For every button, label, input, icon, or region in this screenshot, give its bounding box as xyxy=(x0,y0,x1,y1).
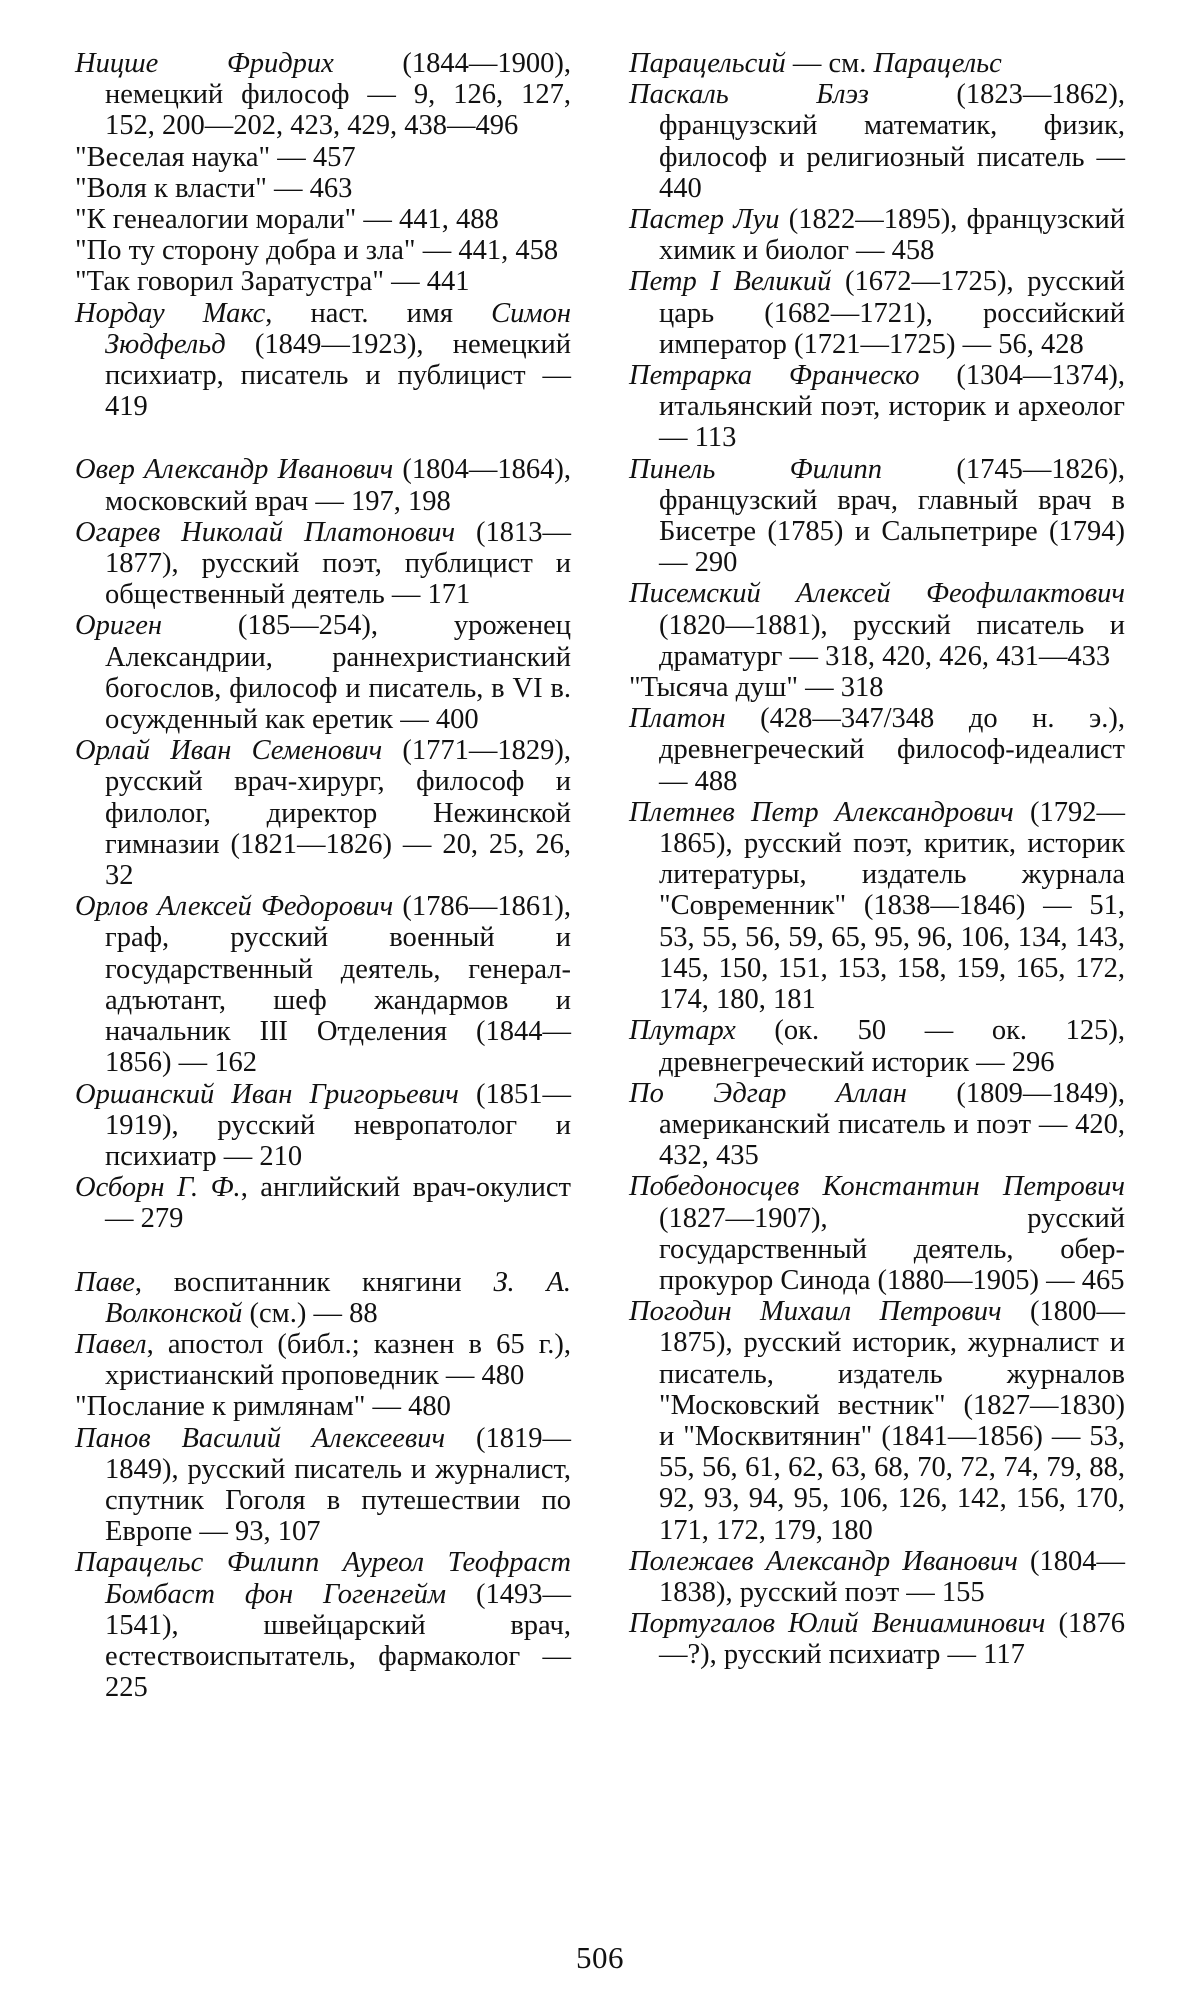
entry-text: (1820—1881), русский писатель и драматург — 318, 420, 426, 431—433 xyxy=(659,609,1125,672)
entry-text: , апостол (библ.; казнен в 65 г.), христианский проповедник — 480 xyxy=(105,1328,571,1392)
index-entry xyxy=(629,703,1125,797)
index-entry xyxy=(75,298,571,423)
entry-text: (1851—1919), русский невропатолог и психиатр — 210 xyxy=(105,1078,571,1172)
entry-name: Португалов Юлий Вениаминович xyxy=(629,1608,1046,1640)
index-entry xyxy=(75,48,571,142)
entry-text: (1827—1907), русский государственный деятель, обер-прокурор Синода (1880—1905) — 465 xyxy=(659,1202,1125,1296)
entry-name: Ницше Фридрих xyxy=(75,48,334,79)
index-entry xyxy=(75,1329,571,1391)
entry-text: "По ту сторону добра и зла" — 441, 458 xyxy=(75,235,559,267)
entry-name: Погодин Михаил Петрович xyxy=(629,1296,1002,1328)
entry-name: Осборн Г. Ф. xyxy=(75,1172,241,1204)
entry-text: (1771—1829), русский врач-хирург, философ и филолог, директор Нежинской гимназии (1821—1826) — 20, 25, 26, 32 xyxy=(105,735,572,892)
entry-name: Пастер Луи xyxy=(629,204,780,236)
entry-text: (1819—1849), русский писатель и журналист, спутник Гоголя в путешествии по Европе — 93, 107 xyxy=(105,1422,571,1548)
entry-text: (1876—?), русский психиатр — 117 xyxy=(659,1608,1125,1671)
entry-text: (см.) — 88 xyxy=(242,1297,378,1329)
entry-text: (1849—1923), немецкий психиатр, писатель и публицист — 419 xyxy=(105,328,571,423)
section-gap xyxy=(75,1235,571,1267)
entry-text: (1672—1725), русский царь (1682—1721), российский император (1721—1725) — 56, 428 xyxy=(659,266,1125,360)
entry-text: "Воля к власти" — 463 xyxy=(75,172,353,204)
entry-name: По Эдгар Аллан xyxy=(629,1077,907,1109)
entry-text: (1800—1875), русский историк, журналист и писатель, издатель журналов "Московский вестник" (1827—1830) и "Москвитянин" (1841—1856) — 53, 55, 56, 61, 62, 63, 68, 70, 72, 74, 79, 88, 92, 93, 94, 95, 106, 126, 142, 156, 170, 171, 172, 179, 180 xyxy=(659,1296,1125,1546)
entry-name: Паскаль Блэз xyxy=(629,79,869,111)
entry-text: , наст. имя xyxy=(265,297,492,329)
entry-text: "Тысяча душ" — 318 xyxy=(629,672,884,704)
index-entry xyxy=(629,672,1125,703)
entry-text: "К генеалогии морали" — 441, 488 xyxy=(75,204,499,236)
index-entry xyxy=(629,266,1125,360)
index-entry xyxy=(75,1267,571,1329)
entry-name: З. А. Волконской xyxy=(105,1266,571,1329)
index-entry xyxy=(629,578,1125,672)
index-entry xyxy=(629,79,1125,204)
entry-name: Ориген xyxy=(75,610,162,642)
index-entry xyxy=(629,1608,1125,1670)
entry-text: (ок. 50 — ок. 125), древнегреческий историк — 296 xyxy=(659,1015,1125,1078)
entry-text: (1813—1877), русский поэт, публицист и общественный деятель — 171 xyxy=(105,516,571,611)
index-entry xyxy=(75,1079,571,1173)
page-number: 506 xyxy=(576,1940,624,1975)
right-column xyxy=(629,48,1125,1671)
entry-text: , английский врач-окулист — 279 xyxy=(105,1172,571,1235)
entry-name: Симон Зюдфельд xyxy=(105,297,571,360)
entry-text: (1822—1895), французский химик и биолог — 458 xyxy=(659,204,1125,267)
entry-name: Платон xyxy=(629,703,726,735)
entry-name: Орлай Иван Семенович xyxy=(75,735,383,767)
entry-name: Писемский Алексей Феофилактович xyxy=(629,578,1125,610)
entry-text: (1493—1541), швейцарский врач, естествоиспытатель, фармаколог — 225 xyxy=(105,1578,571,1704)
entry-text: — см. xyxy=(785,48,874,79)
index-entry xyxy=(629,1171,1125,1296)
index-entry xyxy=(629,454,1125,579)
index-entry xyxy=(75,266,571,297)
entry-name: Овер Александр Иванович xyxy=(75,454,394,486)
entry-name: Панов Василий Алексеевич xyxy=(75,1422,446,1454)
entry-text: "Послание к римлянам" — 480 xyxy=(75,1391,451,1423)
entry-text: (1844—1900), немецкий философ — 9, 126, 127, 152, 200—202, 423, 429, 438—496 xyxy=(105,48,571,142)
index-entry xyxy=(75,454,571,516)
entry-name: Паве xyxy=(75,1266,135,1298)
entry-text: (1745—1826), французский врач, главный врач в Бисетре (1785) и Сальпетрире (1794) — 290 xyxy=(659,453,1126,579)
entry-name: Павел xyxy=(75,1328,147,1360)
entry-text: (185—254), уроженец Александрии, раннехристианский богослов, философ и писатель, в VI в. осужденный как еретик — 400 xyxy=(105,610,571,736)
entry-name: Петр I Великий xyxy=(629,266,832,298)
entry-text: (1823—1862), французский математик, физик, философ и религиозный писатель — 440 xyxy=(659,79,1125,204)
entry-text: (1809—1849), американский писатель и поэт — 420, 432, 435 xyxy=(659,1077,1125,1172)
index-entry xyxy=(75,173,571,204)
index-entry xyxy=(629,48,1125,79)
index-entry xyxy=(75,891,571,1078)
entry-text: (1804—1838), русский поэт — 155 xyxy=(659,1545,1125,1608)
entry-name: Плутарх xyxy=(629,1015,736,1047)
entry-text: "Веселая наука" — 457 xyxy=(75,141,356,173)
entry-text: (428—347/348 до н. э.), древнегреческий философ-идеалист — 488 xyxy=(659,703,1125,797)
index-entry xyxy=(75,735,571,891)
entry-name: Парацельс Филипп Ауреол Теофраст Бомбаст фон Гогенгейм xyxy=(75,1547,571,1610)
entry-name: Огарев Николай Платонович xyxy=(75,516,456,548)
entry-name: Полежаев Александр Иванович xyxy=(629,1545,1018,1577)
index-entry xyxy=(629,1546,1125,1608)
entry-text: (1804—1864), московский врач — 197, 198 xyxy=(105,454,571,517)
index-entry xyxy=(75,517,571,611)
left-column xyxy=(75,48,571,1703)
entry-name: Парацельсий xyxy=(629,48,786,79)
entry-text: (1304—1374), итальянский поэт, историк и археолог — 113 xyxy=(659,360,1125,454)
index-entry xyxy=(75,1391,571,1422)
entry-name: Нордау Макс xyxy=(75,297,266,329)
entry-text: (1786—1861), граф, русский военный и государственный деятель, генерал-адъютант, шеф жандармов и начальник III Отделения (1844—1856) — 162 xyxy=(105,891,571,1079)
index-entry xyxy=(75,204,571,235)
index-entry xyxy=(629,1296,1125,1546)
entry-text: (1792—1865), русский поэт, критик, историк литературы, издатель журнала "Современник" (1838—1846) — 51, 53, 55, 56, 59, 65, 95, 96, 106, 134, 143, 145, 150, 151, 153, 158, 159, 165, 172, 174, 180, 181 xyxy=(659,796,1125,1016)
entry-name: Орлов Алексей Федорович xyxy=(75,891,394,923)
index-entry xyxy=(629,360,1125,454)
entry-name: Оршанский Иван Григорьевич xyxy=(75,1078,459,1110)
index-entry xyxy=(75,142,571,173)
section-gap xyxy=(75,422,571,454)
index-entry xyxy=(629,797,1125,1015)
index-entry xyxy=(75,1172,571,1234)
index-entry xyxy=(75,235,571,266)
entry-name: Плетнев Петр Александрович xyxy=(629,796,1014,828)
entry-name: Парацельс xyxy=(873,48,1002,79)
entry-text: "Так говорил Заратустра" — 441 xyxy=(75,266,470,298)
entry-text: , воспитанник княгини xyxy=(134,1266,494,1298)
index-entry xyxy=(629,1078,1125,1172)
index-entry xyxy=(629,204,1125,266)
index-entry xyxy=(629,1015,1125,1077)
entry-name: Пинель Филипп xyxy=(629,453,883,485)
index-entry xyxy=(75,1423,571,1548)
index-entry xyxy=(75,610,571,735)
entry-name: Петрарка Франческо xyxy=(629,360,920,392)
entry-name: Победоносцев Константин Петрович xyxy=(629,1171,1125,1203)
index-entry xyxy=(75,1547,571,1703)
